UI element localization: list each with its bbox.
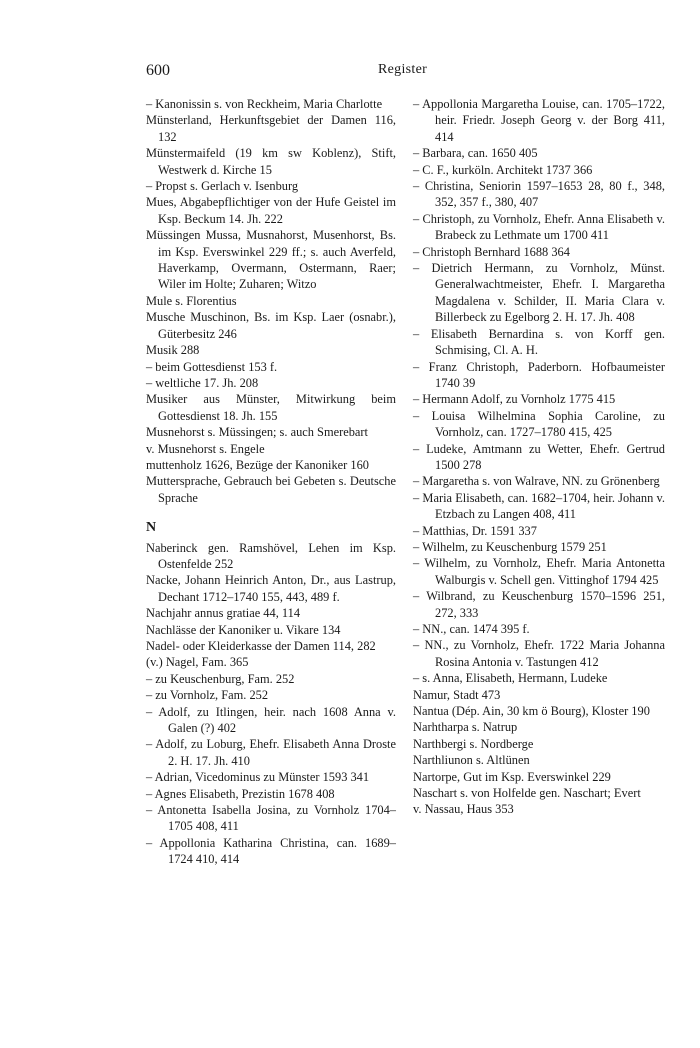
index-subentry: – NN., zu Vornholz, Ehefr. 1722 Maria Johanna Rosina Antonia v. Tastungen 412 xyxy=(413,638,665,669)
index-subentry: – Adolf, zu Loburg, Ehefr. Elisabeth Anna Droste 2. H. 17. Jh. 410 xyxy=(146,737,396,768)
index-subentry: – Kanonissin s. von Reckheim, Maria Charlotte xyxy=(146,97,383,111)
index-subentry: – Appollonia Katharina Christina, can. 1689–1724 410, 414 xyxy=(146,835,396,867)
index-entry: Nantua (Dép. Ain, 30 km ö Bourg), Kloster 190 xyxy=(413,704,650,719)
index-subentry: – zu Keuschenburg, Fam. 252 xyxy=(146,671,295,686)
index-entry: Münsterland, Herkunftsgebiet der Damen 116, 132 xyxy=(146,113,396,144)
right-column xyxy=(413,96,665,818)
index-entry: Musche Muschinon, Bs. im Ksp. Laer (osnabr.), Güterbesitz 246 xyxy=(146,310,396,341)
index-subentry: – Appollonia Margaretha Louise, can. 1705–1722, heir. Friedr. Joseph Georg v. der Borg 411, 414 xyxy=(413,97,665,144)
index-entry: Muttersprache, Gebrauch bei Gebeten s. Deutsche Sprache xyxy=(146,474,396,505)
index-entry: Naschart s. von Holfelde gen. Naschart; Evert xyxy=(413,786,641,801)
index-entry: Naberinck gen. Ramshövel, Lehen im Ksp. Ostenfelde 252 xyxy=(146,540,396,571)
running-title: Register xyxy=(378,62,428,77)
index-subentry: – zu Vornholz, Fam. 252 xyxy=(146,688,269,703)
section-letter-heading: N xyxy=(146,520,157,536)
index-subentry: – Dietrich Hermann, zu Vornholz, Münst. Generalwachtmeister, Ehefr. I. Margaretha Magdalena v. Schilder, II. Maria Clara v. Billerbeck zu Egelborg 2. H. 17. Jh. 408 xyxy=(413,261,665,325)
index-entry: v. Musnehorst s. Engele xyxy=(146,441,265,456)
index-subentry: – Hermann Adolf, zu Vornholz 1775 415 xyxy=(413,392,616,407)
index-subentry: – Adrian, Vicedominus zu Münster 1593 341 xyxy=(146,770,370,785)
index-subentry: – Propst s. Gerlach v. Isenburg xyxy=(146,179,299,194)
index-subentry: – Wilhelm, zu Keuschenburg 1579 251 xyxy=(413,539,607,554)
index-subentry: – Matthias, Dr. 1591 337 xyxy=(413,523,537,538)
index-entry: Nacke, Johann Heinrich Anton, Dr., aus Lastrup, Dechant 1712–1740 155, 443, 489 f. xyxy=(146,573,396,604)
index-entry: Nachlässe der Kanoniker u. Vikare 134 xyxy=(146,622,341,637)
index-entry: Nartorpe, Gut im Ksp. Everswinkel 229 xyxy=(413,769,611,784)
index-entry: Nachjahr annus gratiae 44, 114 xyxy=(146,606,301,621)
index-subentry: – beim Gottesdienst 153 f. xyxy=(146,359,278,374)
index-subentry: – Elisabeth Bernardina s. von Korff gen. Schmising, Cl. A. H. xyxy=(413,326,665,358)
index-entry: Münstermaifeld (19 km sw Koblenz), Stift, Westwerk d. Kirche 15 xyxy=(146,146,396,177)
index-entry: Musiker aus Münster, Mitwirkung beim Gottesdienst 18. Jh. 155 xyxy=(146,392,396,423)
index-entry: muttenholz 1626, Bezüge der Kanoniker 160 xyxy=(146,457,369,472)
index-subentry: – C. F., kurköln. Architekt 1737 366 xyxy=(413,162,593,177)
index-subentry: – weltliche 17. Jh. 208 xyxy=(146,375,259,390)
index-subentry: – Barbara, can. 1650 405 xyxy=(413,146,538,161)
page-number: 600 xyxy=(146,62,170,79)
index-subentry: – Adolf, zu Itlingen, heir. nach 1608 Anna v. Galen (?) 402 xyxy=(146,704,396,736)
index-entry: Narhtharpa s. Natrup xyxy=(413,720,518,735)
index-subentry: – Antonetta Isabella Josina, zu Vornholz 1704–1705 408, 411 xyxy=(146,803,396,834)
index-subentry: – Christoph, zu Vornholz, Ehefr. Anna Elisabeth v. Brabeck zu Lethmate um 1700 411 xyxy=(413,211,665,243)
index-entry: Müssingen Mussa, Musnahorst, Musenhorst, Bs. im Ksp. Everswinkel 229 ff.; s. auch Averfeld, Haverkamp, Overmann, Ostermann, Raer; Wiler im Holte; Zuharen; Witzo xyxy=(146,228,396,292)
index-entry: Nadel- oder Kleiderkasse der Damen 114, 282 xyxy=(146,639,376,653)
index-subentry: – NN., can. 1474 395 f. xyxy=(413,622,530,636)
left-column xyxy=(146,96,396,868)
index-subentry: – Maria Elisabeth, can. 1682–1704, heir. Johann v. Etzbach zu Langen 408, 411 xyxy=(413,490,665,522)
index-entry: v. Nassau, Haus 353 xyxy=(413,802,514,817)
index-entry: Narthliunon s. Altlünen xyxy=(413,753,530,768)
index-subentry: – Wilbrand, zu Keuschenburg 1570–1596 251, 272, 333 xyxy=(413,589,665,620)
index-subentry: – Louisa Wilhelmina Sophia Caroline, zu Vornholz, can. 1727–1780 415, 425 xyxy=(413,408,665,440)
index-subentry: – Christoph Bernhard 1688 364 xyxy=(413,244,570,259)
index-entry: Musik 288 xyxy=(146,343,200,358)
index-subentry: – Margaretha s. von Walrave, NN. zu Grönenberg xyxy=(413,474,660,489)
index-subentry: – Franz Christoph, Paderborn. Hofbaumeister 1740 39 xyxy=(413,359,665,390)
index-entry: Narthbergi s. Nordberge xyxy=(413,736,534,751)
index-subentry: – s. Anna, Elisabeth, Hermann, Ludeke xyxy=(413,671,608,686)
index-entry: Namur, Stadt 473 xyxy=(413,687,501,702)
index-entry: Musnehorst s. Müssingen; s. auch Smerebart xyxy=(146,425,368,440)
index-entry: Mues, Abgabepflichtiger von der Hufe Geistel im Ksp. Beckum 14. Jh. 222 xyxy=(146,195,396,226)
index-subentry: – Christina, Seniorin 1597–1653 28, 80 f., 348, 352, 357 f., 380, 407 xyxy=(413,179,665,210)
index-subentry: – Ludeke, Amtmann zu Wetter, Ehefr. Gertrud 1500 278 xyxy=(413,441,665,472)
index-entry: Mule s. Florentius xyxy=(146,293,237,308)
index-subentry: – Agnes Elisabeth, Prezistin 1678 408 xyxy=(146,786,335,801)
index-subentry: – Wilhelm, zu Vornholz, Ehefr. Maria Antonetta Walburgis v. Schell gen. Vittinghof 1794 425 xyxy=(413,556,665,587)
index-entry: (v.) Nagel, Fam. 365 xyxy=(146,655,249,670)
